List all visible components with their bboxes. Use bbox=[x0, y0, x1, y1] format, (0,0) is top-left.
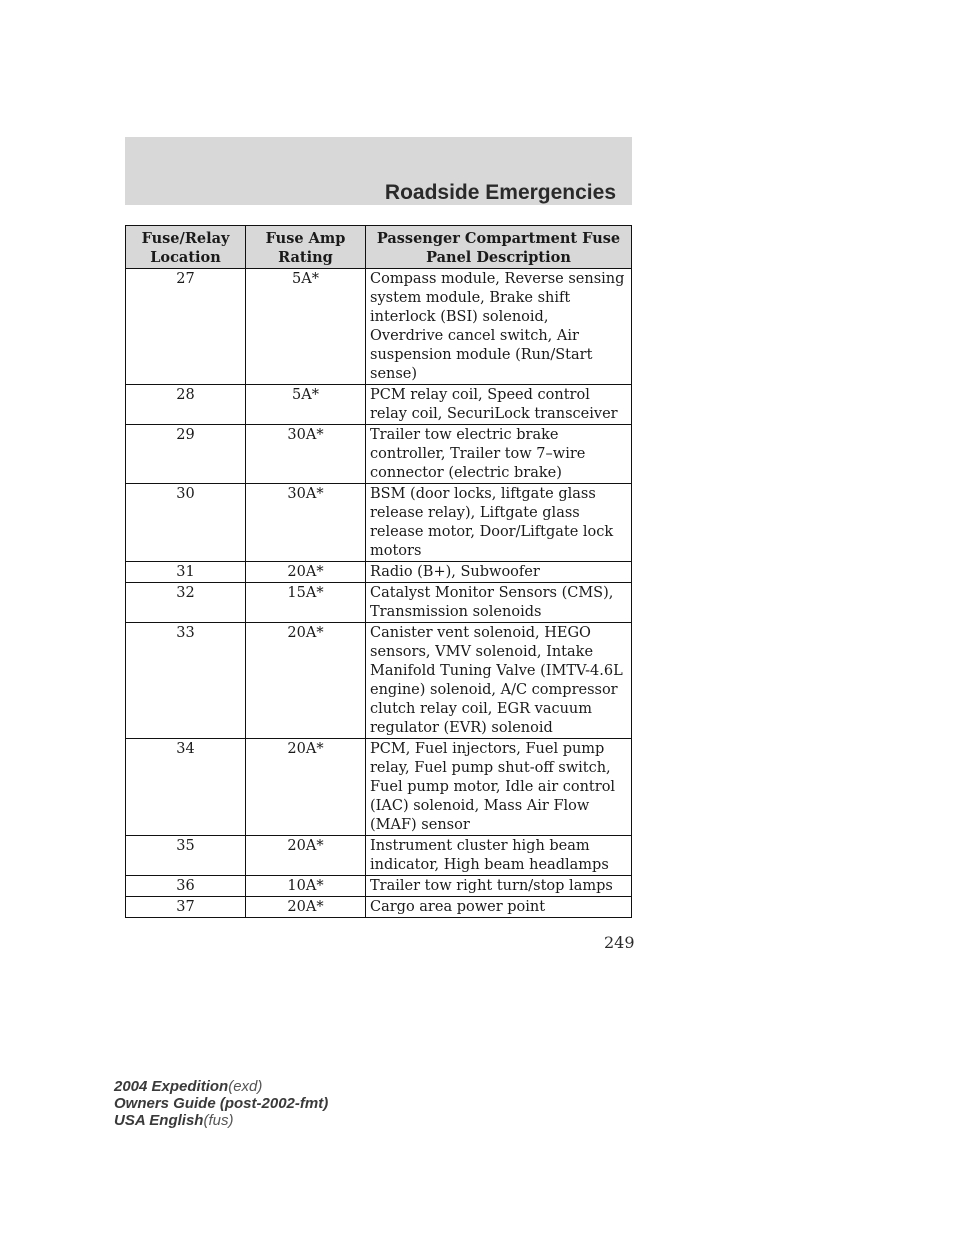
header-line: Fuse Amp bbox=[265, 230, 346, 247]
fuse-description-cell bbox=[366, 623, 632, 739]
description-line: Overdrive cancel switch, Air bbox=[370, 328, 579, 344]
description-line: PCM, Fuel injectors, Fuel pump bbox=[370, 741, 605, 757]
fuse-rating-cell: 20A* bbox=[246, 739, 366, 836]
description-line: Instrument cluster high beam bbox=[370, 838, 590, 854]
description-line: controller, Trailer tow 7–wire bbox=[370, 446, 586, 462]
fuse-location-cell: 29 bbox=[126, 425, 246, 484]
section-header-band bbox=[125, 137, 632, 205]
header-line: Panel Description bbox=[426, 249, 571, 266]
table-row bbox=[126, 562, 632, 583]
description-line: release motor, Door/Liftgate lock bbox=[370, 524, 614, 540]
fuse-rating-cell: 20A* bbox=[246, 623, 366, 739]
footer-model-code: (exd) bbox=[228, 1078, 263, 1095]
description-line: sense) bbox=[370, 366, 418, 382]
description-line: sensors, VMV solenoid, Intake bbox=[370, 644, 594, 660]
fuse-rating-cell: 15A* bbox=[246, 583, 366, 623]
table-row bbox=[126, 425, 632, 484]
fuse-description-cell bbox=[366, 876, 632, 897]
fuse-rating-cell: 20A* bbox=[246, 562, 366, 583]
fuse-description-cell bbox=[366, 269, 632, 385]
description-line: Radio (B+), Subwoofer bbox=[370, 564, 540, 580]
table-row bbox=[126, 484, 632, 562]
description-line: release relay), Liftgate glass bbox=[370, 505, 580, 521]
fuse-location-cell: 31 bbox=[126, 562, 246, 583]
table-row bbox=[126, 876, 632, 897]
description-line: connector (electric brake) bbox=[370, 465, 562, 481]
description-line: engine) solenoid, A/C compressor bbox=[370, 682, 618, 698]
description-line: interlock (BSI) solenoid, bbox=[370, 309, 549, 325]
description-line: motors bbox=[370, 543, 422, 559]
table-body bbox=[126, 269, 632, 918]
fuse-rating-cell: 30A* bbox=[246, 425, 366, 484]
table-row bbox=[126, 583, 632, 623]
page-number: 249 bbox=[604, 933, 635, 952]
table-row bbox=[126, 269, 632, 385]
description-line: Manifold Tuning Valve (IMTV-4.6L bbox=[370, 663, 623, 679]
footer-line-3 bbox=[114, 1112, 328, 1129]
fuse-rating-cell: 20A* bbox=[246, 836, 366, 876]
fuse-location-cell: 37 bbox=[126, 897, 246, 918]
description-line: clutch relay coil, EGR vacuum bbox=[370, 701, 593, 717]
section-title: Roadside Emergencies bbox=[384, 181, 616, 204]
fuse-rating-cell: 10A* bbox=[246, 876, 366, 897]
description-line: indicator, High beam headlamps bbox=[370, 857, 609, 873]
table-row bbox=[126, 897, 632, 918]
fuse-location-cell: 34 bbox=[126, 739, 246, 836]
footer-language-code: (fus) bbox=[203, 1112, 234, 1129]
column-header-location bbox=[126, 226, 246, 269]
table-header-row bbox=[126, 226, 632, 269]
fuse-location-cell: 36 bbox=[126, 876, 246, 897]
table-row bbox=[126, 836, 632, 876]
table-row bbox=[126, 739, 632, 836]
description-line: relay, Fuel pump shut-off switch, bbox=[370, 760, 611, 776]
description-line: system module, Brake shift bbox=[370, 290, 571, 306]
fuse-location-cell: 33 bbox=[126, 623, 246, 739]
description-line: suspension module (Run/Start bbox=[370, 347, 593, 363]
description-line: Fuel pump motor, Idle air control bbox=[370, 779, 616, 795]
description-line: Canister vent solenoid, HEGO bbox=[370, 625, 591, 641]
fuse-rating-cell: 5A* bbox=[246, 269, 366, 385]
description-line: Cargo area power point bbox=[370, 899, 546, 915]
column-header-rating bbox=[246, 226, 366, 269]
description-line: relay coil, SecuriLock transceiver bbox=[370, 406, 618, 422]
description-line: Compass module, Reverse sensing bbox=[370, 271, 625, 287]
description-line: Transmission solenoids bbox=[370, 604, 542, 620]
fuse-description-cell bbox=[366, 385, 632, 425]
fuse-rating-cell: 30A* bbox=[246, 484, 366, 562]
description-line: (IAC) solenoid, Mass Air Flow bbox=[370, 798, 590, 814]
description-line: PCM relay coil, Speed control bbox=[370, 387, 590, 403]
footer-guide: Owners Guide (post-2002-fmt) bbox=[114, 1095, 329, 1112]
fuse-location-cell: 35 bbox=[126, 836, 246, 876]
header-line: Location bbox=[150, 249, 221, 266]
fuse-rating-cell: 5A* bbox=[246, 385, 366, 425]
fuse-table bbox=[125, 225, 632, 918]
document-footer bbox=[114, 1078, 328, 1129]
description-line: Trailer tow right turn/stop lamps bbox=[370, 878, 613, 894]
footer-language: USA English bbox=[114, 1112, 204, 1129]
fuse-location-cell: 28 bbox=[126, 385, 246, 425]
fuse-description-cell bbox=[366, 583, 632, 623]
fuse-rating-cell: 20A* bbox=[246, 897, 366, 918]
table-row bbox=[126, 385, 632, 425]
footer-line-1 bbox=[114, 1078, 328, 1095]
fuse-description-cell bbox=[366, 484, 632, 562]
fuse-description-cell bbox=[366, 562, 632, 583]
description-line: regulator (EVR) solenoid bbox=[370, 720, 553, 736]
fuse-description-cell bbox=[366, 739, 632, 836]
header-line: Fuse/Relay bbox=[141, 230, 230, 247]
header-line: Passenger Compartment Fuse bbox=[376, 230, 621, 247]
fuse-description-cell bbox=[366, 425, 632, 484]
column-header-description bbox=[366, 226, 632, 269]
description-line: (MAF) sensor bbox=[370, 817, 470, 833]
description-line: Catalyst Monitor Sensors (CMS), bbox=[370, 585, 614, 601]
table-row bbox=[126, 623, 632, 739]
description-line: BSM (door locks, liftgate glass bbox=[370, 486, 596, 502]
fuse-description-cell bbox=[366, 897, 632, 918]
header-line: Rating bbox=[278, 249, 333, 266]
fuse-location-cell: 27 bbox=[126, 269, 246, 385]
fuse-description-cell bbox=[366, 836, 632, 876]
description-line: Trailer tow electric brake bbox=[370, 427, 559, 443]
footer-line-2 bbox=[114, 1095, 328, 1112]
fuse-location-cell: 30 bbox=[126, 484, 246, 562]
footer-model: 2004 Expedition bbox=[114, 1078, 229, 1095]
fuse-location-cell: 32 bbox=[126, 583, 246, 623]
